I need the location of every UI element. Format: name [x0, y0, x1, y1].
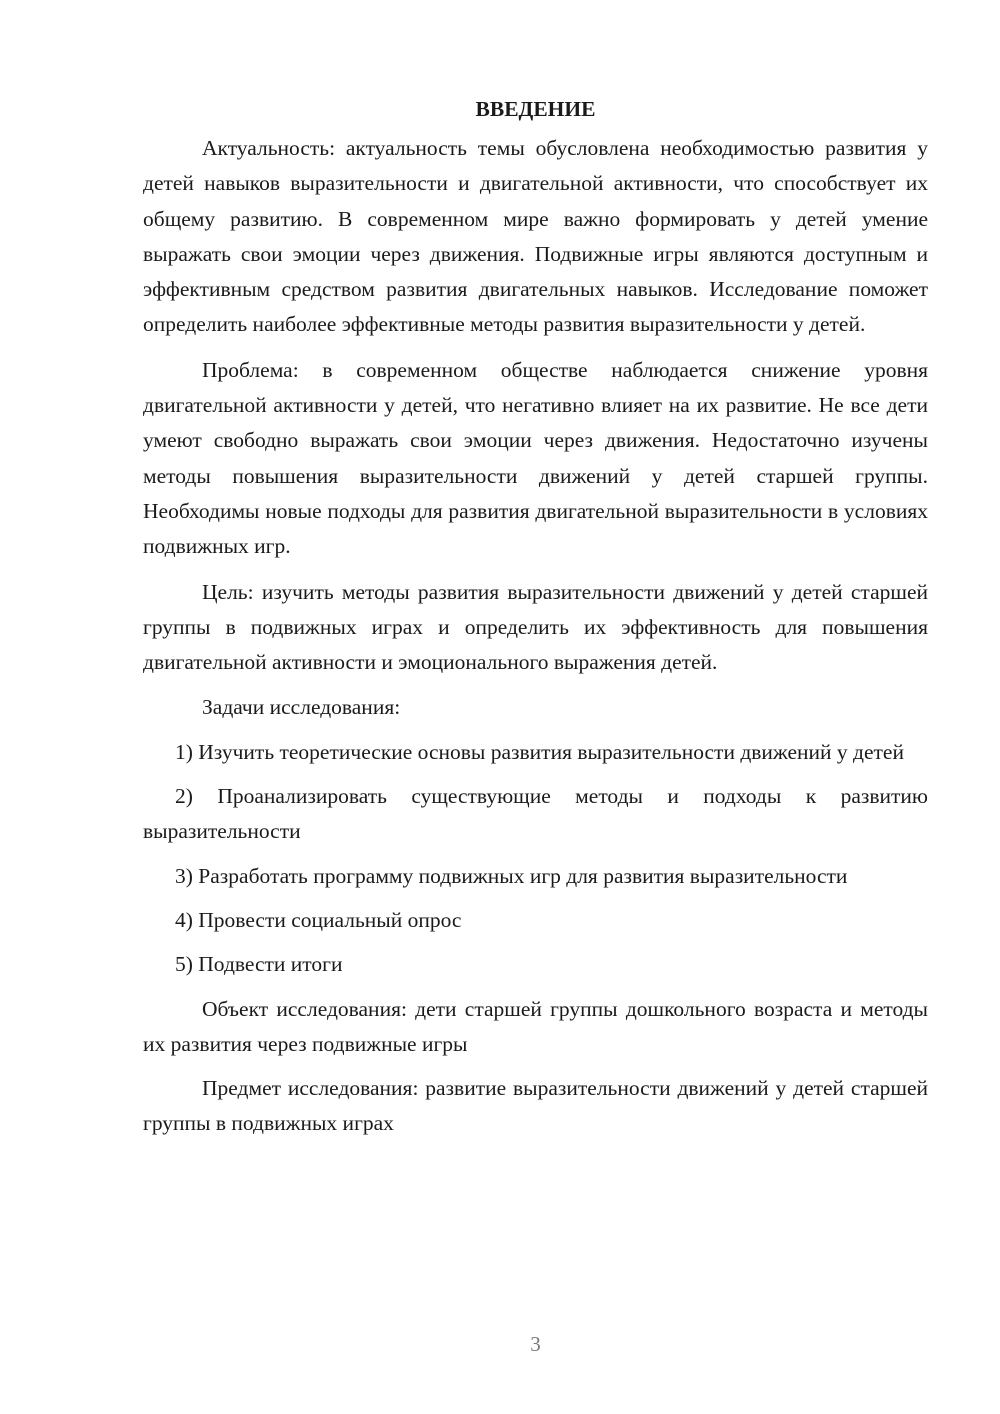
page-number: 3: [530, 1332, 541, 1356]
task-item: 5) Подвести итоги: [175, 952, 343, 977]
task-item: 1) Изучить теоретические основы развития выразительности движений у детей: [175, 739, 904, 764]
problem-paragraph: Проблема: в современном обществе наблюдается снижение уровня двигательной активности у детей, что негативно влияет на их развитие. Не все дети умеют свободно выражать свои эмоции через движения. Недостаточно изучены методы повышения выразительности движений у детей старшей группы. Необходимы новые подходы для развития двигательной выразительности в условиях подвижных игр.: [143, 357, 928, 559]
tasks-title: Задачи исследования:: [202, 695, 401, 720]
goal-paragraph: Цель: изучить методы развития выразительности движений у детей старшей группы в подвижных играх и определить их эффективность для повышения двигательной активности и эмоционального выражения детей.: [143, 579, 928, 675]
task-item: 3) Разработать программу подвижных игр для развития выразительности: [175, 863, 848, 888]
relevance-paragraph: Актуальность: актуальность темы обусловлена необходимостью развития у детей навыков выразительности и двигательной активности, что способствует их общему развитию. В современном мире важно формировать у детей умение выражать свои эмоции через движения. Подвижные игры являются доступным и эффективным средством развития двигательных навыков. Исследование поможет определить наиболее эффективные методы развития выразительности у детей.: [143, 136, 928, 337]
task-item: 4) Провести социальный опрос: [175, 907, 462, 932]
object-paragraph: Объект исследования: дети старшей группы дошкольного возраста и методы их развития через подвижные игры: [143, 996, 928, 1056]
task-item: 2) Проанализировать существующие методы и подходы к развитию выразительности: [143, 784, 928, 844]
document-page: [143, 92, 928, 1142]
subject-paragraph: Предмет исследования: развитие выразительности движений у детей старшей группы в подвижных играх: [143, 1076, 928, 1136]
section-heading: ВВЕДЕНИЕ: [475, 97, 596, 121]
